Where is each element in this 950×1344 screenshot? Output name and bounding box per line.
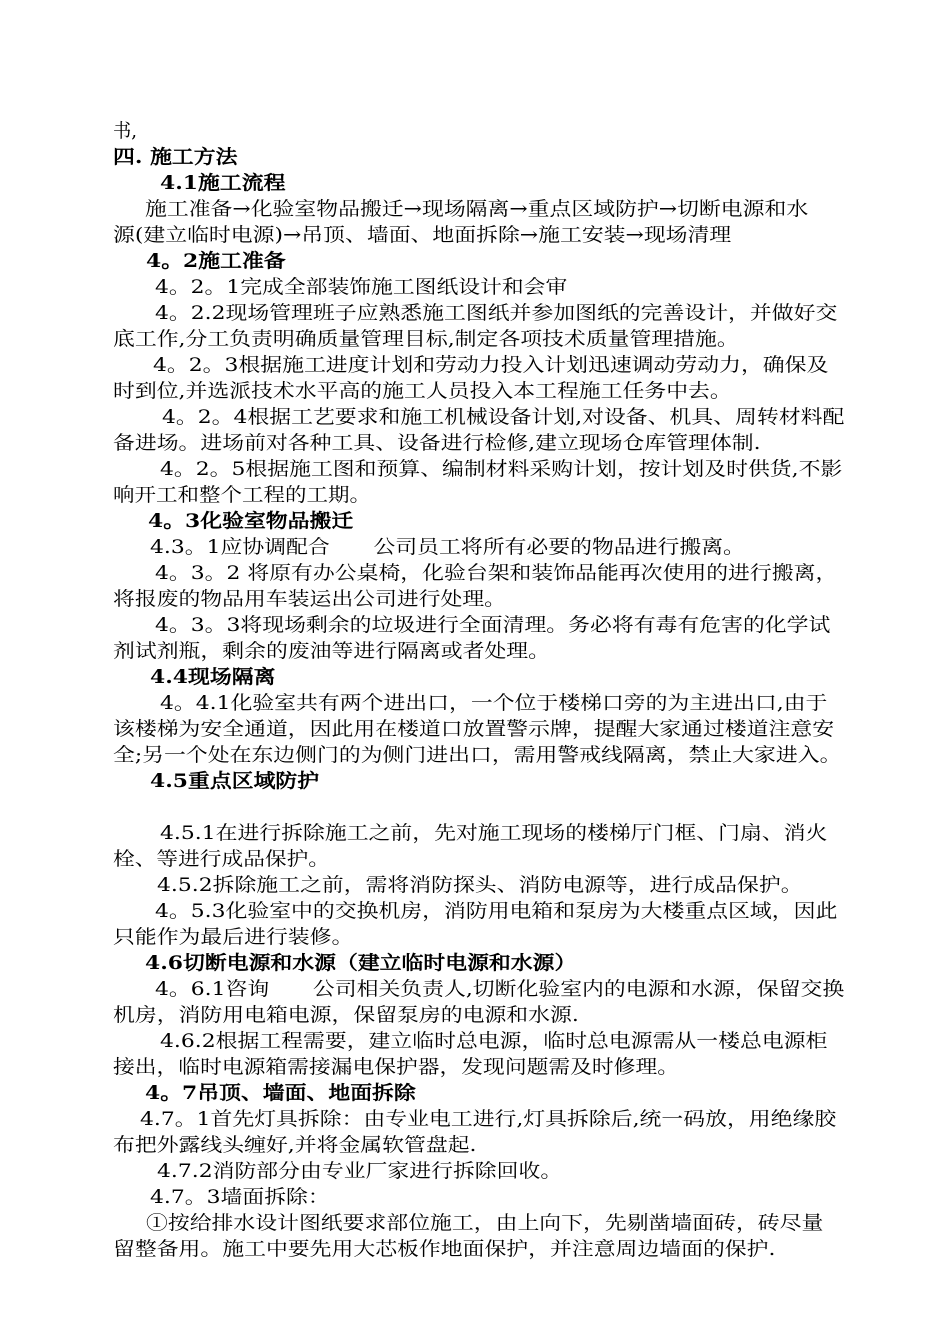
paragraph-line: 4.5.1在进行拆除施工之前，先对施工现场的楼梯厅门框、门扇、消火 — [160, 822, 828, 844]
paragraph-line: 书, — [113, 120, 138, 142]
paragraph-line: 4。2。1完成全部装饰施工图纸设计和会审 — [155, 276, 568, 298]
paragraph-line: 4.7。1首先灯具拆除：由专业电工进行,灯具拆除后,统一码放，用绝缘胶 — [140, 1108, 837, 1130]
paragraph-line: 备进场。进场前对各种工具、设备进行检修,建立现场仓库管理体制. — [113, 432, 761, 454]
paragraph-line: 源(建立临时电源)→吊顶、墙面、地面拆除→施工安装→现场清理 — [113, 224, 732, 246]
paragraph-line: 机房，消防用电箱电源，保留泵房的电源和水源. — [113, 1004, 579, 1026]
section-heading: 4.6切断电源和水源（建立临时电源和水源） — [145, 952, 577, 974]
paragraph-line: 将报废的物品用车装运出公司进行处理。 — [113, 588, 507, 610]
paragraph-line: 响开工和整个工程的工期。 — [113, 484, 372, 506]
paragraph-line: 施工准备→化验室物品搬迁→现场隔离→重点区域防护→切断电源和水 — [145, 198, 809, 220]
paragraph-line: 4.7.2消防部分由专业厂家进行拆除回收。 — [157, 1160, 563, 1182]
paragraph-line: 剂试剂瓶，剩余的废油等进行隔离或者处理。 — [113, 640, 551, 662]
paragraph-line: 全;另一个处在东边侧门的为侧门进出口，需用警戒线隔离，禁止大家进入。 — [113, 744, 842, 766]
paragraph-line: 接出，临时电源箱需接漏电保护器，发现问题需及时修理。 — [113, 1056, 679, 1078]
section-heading: 4.1施工流程 — [160, 172, 286, 194]
paragraph-line: 留整备用。施工中要先用大芯板作地面保护，并注意周边墙面的保护. — [113, 1238, 776, 1260]
paragraph-line: 4。2。3根据施工进度计划和劳动力投入计划迅速调动劳动力，确保及 — [153, 354, 829, 376]
paragraph-line: 底工作,分工负责明确质量管理目标,制定各项技术质量管理措施。 — [113, 328, 739, 350]
paragraph-line: 时到位,并选派技术水平高的施工人员投入本工程施工任务中去。 — [113, 380, 732, 402]
paragraph-line: 4。2.2现场管理班子应熟悉施工图纸并参加图纸的完善设计，并做好交 — [155, 302, 838, 324]
section-heading: 4。3化验室物品搬迁 — [148, 510, 354, 532]
paragraph-line: 4。2。4根据工艺要求和施工机械设备计划,对设备、机具、周转材料配 — [162, 406, 845, 428]
section-heading: 4。7吊顶、墙面、地面拆除 — [145, 1082, 416, 1104]
paragraph-line: 4。3。3将现场剩余的垃圾进行全面清理。务必将有毒有危害的化学试 — [155, 614, 831, 636]
paragraph-line: 只能作为最后进行装修。 — [113, 926, 354, 948]
paragraph-line: 4。3。2 将原有办公桌椅，化验台架和装饰品能再次使用的进行搬离， — [155, 562, 838, 584]
paragraph-line: 4.5.2拆除施工之前，需将消防探头、消防电源等，进行成品保护。 — [157, 874, 803, 896]
paragraph-line: ①按给排水设计图纸要求部位施工，由上向下，先剔凿墙面砖，砖尽量 — [146, 1212, 824, 1234]
paragraph-line: 4。2。5根据施工图和预算、编制材料采购计划，按计划及时供货,不影 — [160, 458, 843, 480]
paragraph-line: 布把外露线头缠好,并将金属软管盘起. — [113, 1134, 477, 1156]
paragraph-line: 栓、等进行成品保护。 — [113, 848, 331, 870]
section-heading: 4.4现场隔离 — [150, 666, 276, 688]
paragraph-line: 4.6.2根据工程需要，建立临时总电源，临时总电源需从一楼总电源柜 — [160, 1030, 828, 1052]
paragraph-line: 4.7。3墙面拆除： — [150, 1186, 330, 1208]
section-heading: 4。2施工准备 — [146, 250, 286, 272]
paragraph-line: 该楼梯为安全通道，因此用在楼道口放置警示牌，提醒大家通过楼道注意安 — [113, 718, 835, 740]
paragraph-line: 4.3。1应协调配合 公司员工将所有必要的物品进行搬离。 — [150, 536, 745, 558]
section-heading: 4.5重点区域防护 — [150, 770, 320, 792]
paragraph-line: 4。5.3化验室中的交换机房，消防用电箱和泵房为大楼重点区域，因此 — [155, 900, 838, 922]
paragraph-line: 4。6.1咨询 公司相关负责人,切断化验室内的电源和水源，保留交换 — [155, 978, 845, 1000]
section-heading: 四. 施工方法 — [113, 146, 238, 168]
paragraph-line: 4。4.1化验室共有两个进出口，一个位于楼梯口旁的为主进出口,由于 — [160, 692, 828, 714]
